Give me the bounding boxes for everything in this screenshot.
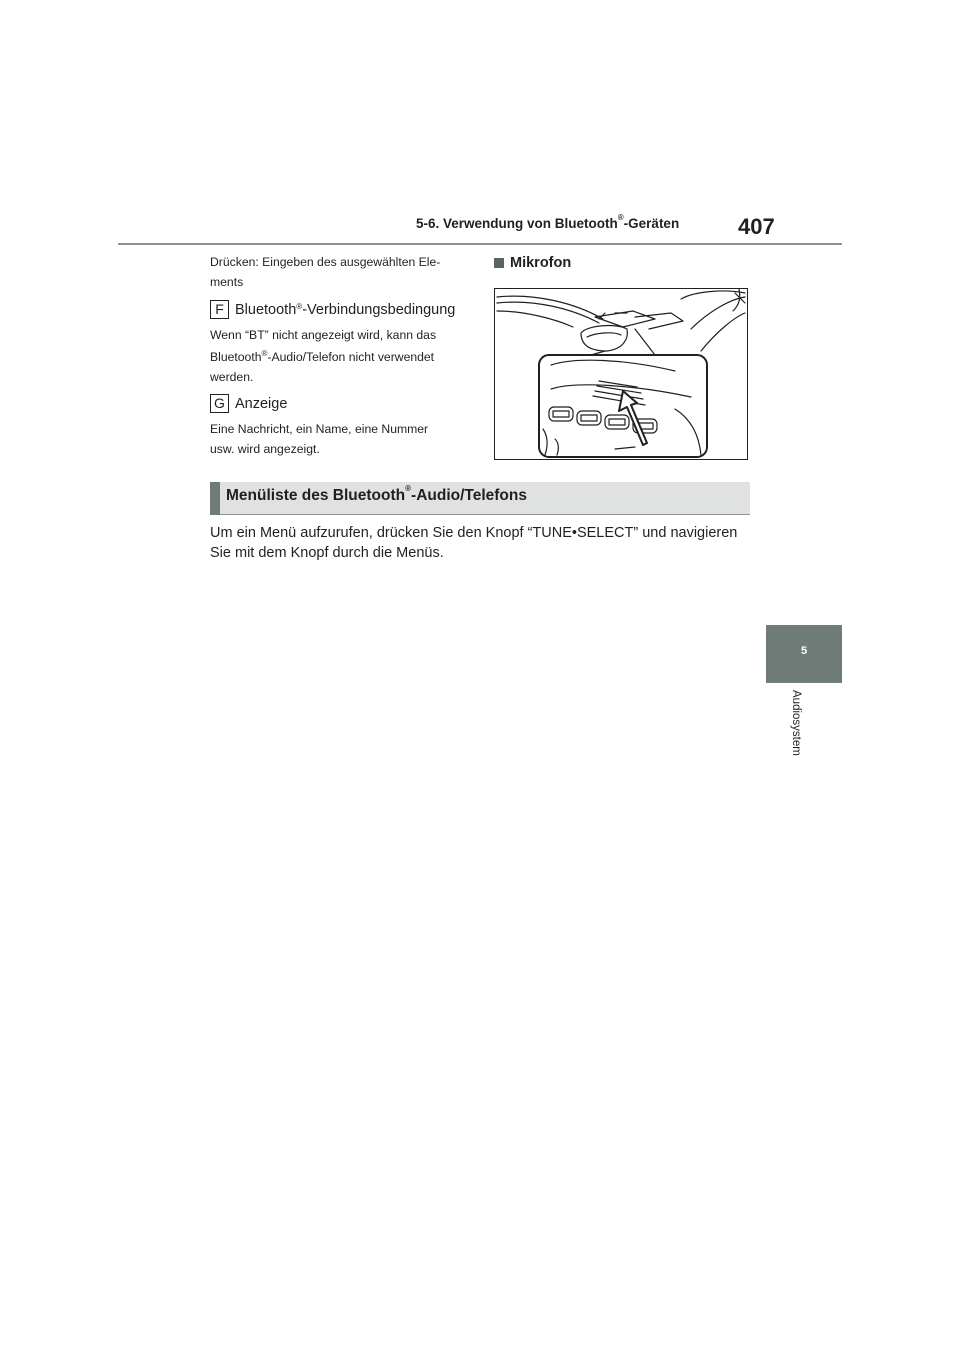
section-heading-accent [210,482,220,515]
item-letter-f: F [210,300,229,319]
square-bullet-icon [494,258,504,268]
registered-mark: ® [296,302,303,311]
registered-mark: ® [617,213,624,222]
item-f-desc-line-1: Wenn “BT” nicht angezeigt wird, kann das [210,328,437,342]
intro-line-2: ments [210,275,244,289]
section-title-suffix: -Audio/Telefons [411,487,527,504]
section-title-text: Menüliste des Bluetooth [226,487,406,504]
registered-mark: ® [261,349,268,358]
microphone-illustration [494,288,748,460]
item-f-desc-line-2 [210,346,434,368]
chapter-label [768,690,824,790]
chapter-tab: 5 [766,625,842,683]
page-number: 407 [738,214,775,239]
header-divider [118,243,842,245]
mikrofon-heading-text: Mikrofon [510,255,572,271]
section-body [210,523,770,563]
item-letter-g: G [210,394,229,413]
item-f-desc-text: Bluetooth [210,350,262,364]
registered-mark: ® [405,484,412,493]
car-ceiling-microphone-drawing [495,289,747,459]
item-g-desc-line-2: usw. wird angezeigt. [210,442,320,456]
intro-line-1: Drücken: Eingeben des ausgewählten Ele- [210,255,441,269]
header-title-suffix: -Geräten [623,216,680,231]
item-g-heading [210,394,287,413]
item-g-desc-line-1: Eine Nachricht, ein Name, eine Nummer [210,422,429,436]
section-body-line-2: Sie mit dem Knopf durch die Menüs. [210,545,444,561]
header-title-text: 5-6. Verwendung von Bluetooth [416,216,618,231]
section-body-line-1: Um ein Menü aufzurufen, drücken Sie den Knopf “TUNE•SELECT” und navigieren [210,525,738,541]
item-f-title: Bluetooth [235,301,297,318]
item-f-desc-suffix: -Audio/Telefon nicht verwendet [267,350,435,364]
item-g-title: Anzeige [235,395,288,412]
mikrofon-heading [494,255,571,271]
item-f-heading [210,300,455,319]
chapter-label-text: Audiosystem [790,690,802,756]
section-heading [226,484,527,505]
running-header [416,213,680,231]
item-f-desc-line-3: werden. [210,370,254,384]
item-f-title-suffix: -Verbindungsbedingung [302,301,456,318]
